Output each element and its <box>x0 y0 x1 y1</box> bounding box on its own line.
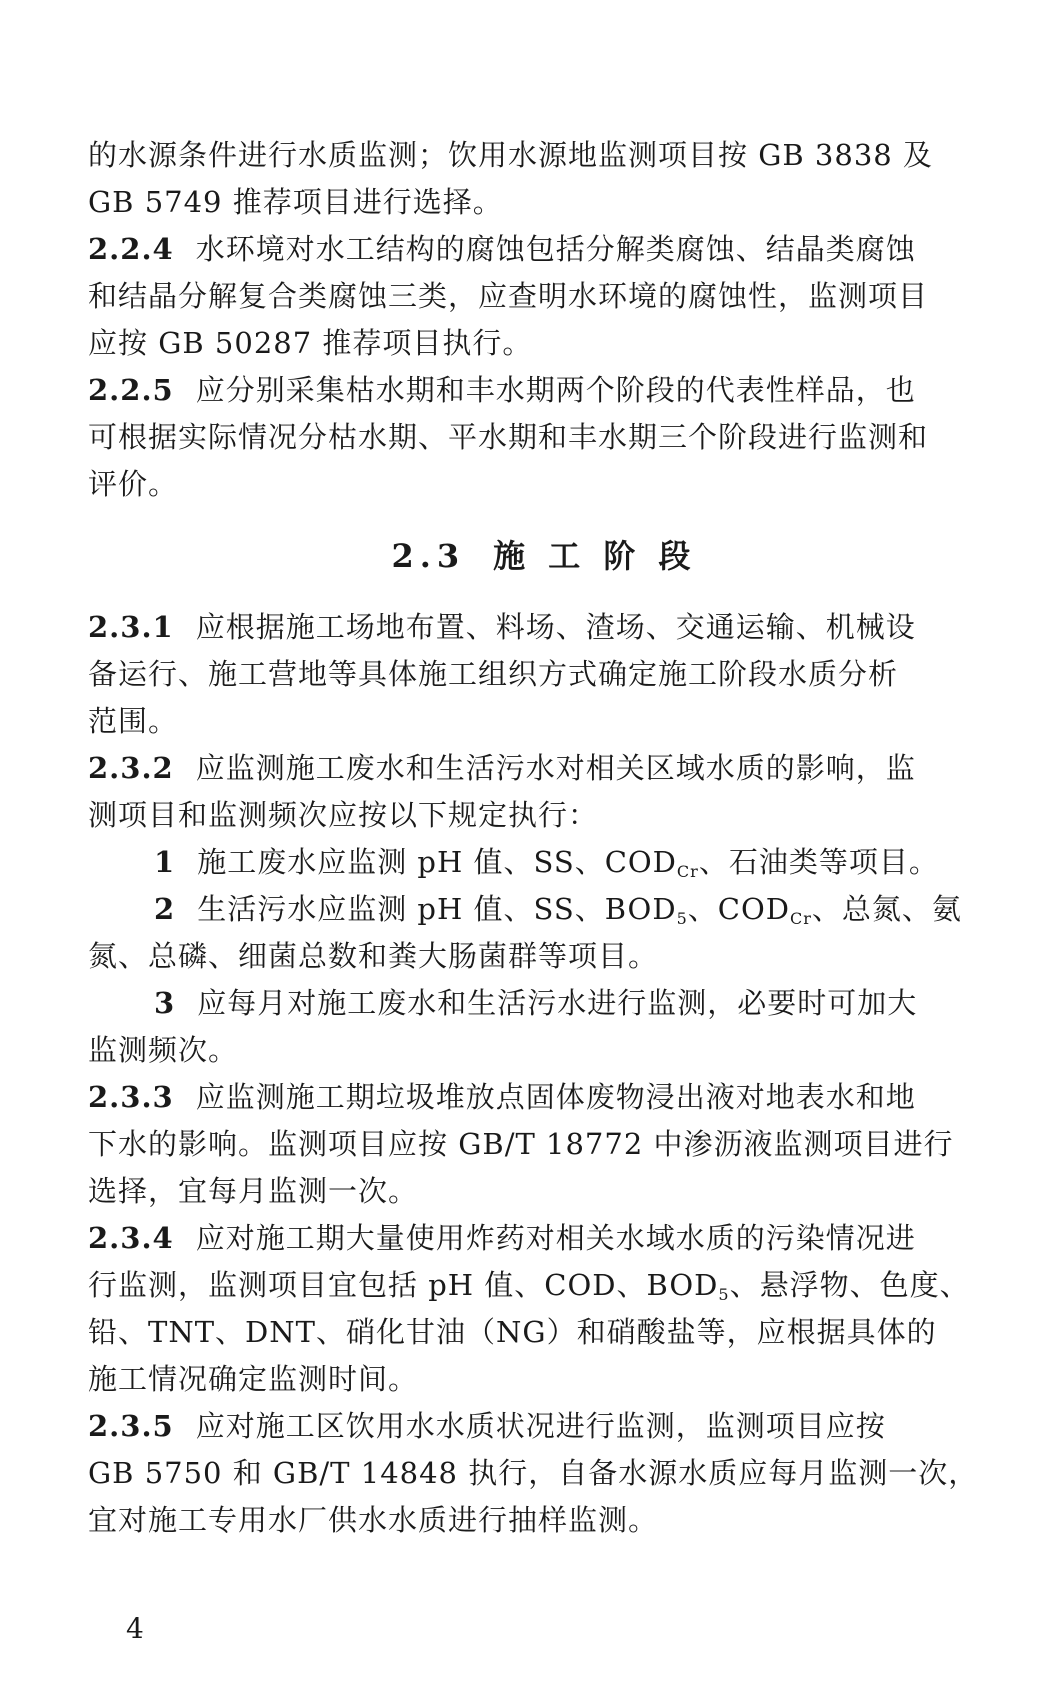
line-text: 行监测，监测项目宜包括 pH 值、COD、BOD <box>88 1268 719 1302</box>
text-line <box>88 1450 1000 1497</box>
line-text: 、COD <box>687 892 790 926</box>
line-text: 应每月对施工废水和生活污水进行监测，必要时可加大 <box>197 986 918 1020</box>
clause-number: 2.3.4 <box>88 1221 174 1255</box>
item-number: 1 <box>154 845 176 879</box>
line-text: 测项目和监测频次应按以下规定执行： <box>88 798 599 832</box>
text-line <box>88 273 1000 320</box>
line-text: 备运行、施工营地等具体施工组织方式确定施工阶段水质分析 <box>88 657 899 691</box>
clause-number: 2.2.5 <box>88 373 174 407</box>
line-text: 范围。 <box>88 704 179 738</box>
text-line <box>88 1121 1000 1168</box>
clause-2-2-5 <box>88 367 1000 414</box>
subscript: Cr <box>789 909 812 928</box>
line-text: 应分别采集枯水期和丰水期两个阶段的代表性样品，也 <box>195 373 916 407</box>
line-text: 、石油类等项目。 <box>698 845 939 879</box>
line-text: 应对施工期大量使用炸药对相关水域水质的污染情况进 <box>195 1221 916 1255</box>
text-line <box>88 1027 1000 1074</box>
text-line <box>88 1497 1000 1544</box>
item-number: 2 <box>154 892 176 926</box>
line-text: 可根据实际情况分枯水期、平水期和丰水期三个阶段进行监测和 <box>88 420 929 454</box>
section-heading <box>88 508 1000 604</box>
clause-2-3-1 <box>88 604 1000 651</box>
text-line <box>88 651 1000 698</box>
line-text: 和结晶分解复合类腐蚀三类，应查明水环境的腐蚀性，监测项目 <box>88 279 929 313</box>
text-line <box>88 1262 1000 1309</box>
subscript: Cr <box>676 862 699 881</box>
section-number: 2.3 <box>391 537 466 575</box>
text-line <box>88 414 1000 461</box>
line-text: 评价。 <box>88 467 179 501</box>
line-text: 施工废水应监测 pH 值、SS、COD <box>197 845 677 879</box>
subscript: 5 <box>718 1285 730 1304</box>
clause-2-3-4 <box>88 1215 1000 1262</box>
line-text: 应监测施工废水和生活污水对相关区域水质的影响，监 <box>195 751 916 785</box>
line-text: 、悬浮物、色度、 <box>729 1268 970 1302</box>
text-line <box>88 1309 1000 1356</box>
line-text: 铅、TNT、DNT、硝化甘油（NG）和硝酸盐等，应根据具体的 <box>88 1315 937 1349</box>
text-line <box>88 792 1000 839</box>
item-number: 3 <box>154 986 176 1020</box>
line-text: GB 5750 和 GB/T 14848 执行，自备水源水质应每月监测一次， <box>88 1456 979 1490</box>
clause-number: 2.3.5 <box>88 1409 174 1443</box>
line-text: 应监测施工期垃圾堆放点固体废物浸出液对地表水和地 <box>195 1080 916 1114</box>
line-text: 下水的影响。监测项目应按 GB/T 18772 中渗沥液监测项目进行 <box>88 1127 954 1161</box>
clause-2-3-3 <box>88 1074 1000 1121</box>
section-title: 施 工 阶 段 <box>493 537 697 575</box>
line-text: 、总氮、氨 <box>811 892 962 926</box>
line-text: 的水源条件进行水质监测；饮用水源地监测项目按 GB 3838 及 <box>88 138 933 172</box>
clause-number: 2.3.1 <box>88 610 174 644</box>
document-body <box>88 132 1000 1544</box>
page-number: 4 <box>126 1612 144 1645</box>
text-line <box>88 179 1000 226</box>
text-line <box>88 461 1000 508</box>
line-text: 水环境对水工结构的腐蚀包括分解类腐蚀、结晶类腐蚀 <box>195 232 916 266</box>
text-line <box>88 698 1000 745</box>
list-item <box>88 886 1000 933</box>
line-text: 应按 GB 50287 推荐项目执行。 <box>88 326 533 360</box>
line-text: GB 5749 推荐项目进行选择。 <box>88 185 503 219</box>
subscript: 5 <box>676 909 688 928</box>
text-line <box>88 132 1000 179</box>
clause-2-2-4 <box>88 226 1000 273</box>
clause-number: 2.2.4 <box>88 232 174 266</box>
line-text: 宜对施工专用水厂供水水质进行抽样监测。 <box>88 1503 659 1537</box>
text-line <box>88 933 1000 980</box>
line-text: 氮、总磷、细菌总数和粪大肠菌群等项目。 <box>88 939 659 973</box>
line-text: 应根据施工场地布置、料场、渣场、交通运输、机械设 <box>195 610 916 644</box>
clause-2-3-2 <box>88 745 1000 792</box>
line-text: 生活污水应监测 pH 值、SS、BOD <box>197 892 677 926</box>
line-text: 选择，宜每月监测一次。 <box>88 1174 419 1208</box>
text-line <box>88 320 1000 367</box>
text-line <box>88 1168 1000 1215</box>
text-line <box>88 1356 1000 1403</box>
line-text: 监测频次。 <box>88 1033 239 1067</box>
clause-2-3-5 <box>88 1403 1000 1450</box>
clause-number: 2.3.2 <box>88 751 174 785</box>
list-item <box>88 980 1000 1027</box>
line-text: 施工情况确定监测时间。 <box>88 1362 419 1396</box>
list-item <box>88 839 1000 886</box>
line-text: 应对施工区饮用水水质状况进行监测，监测项目应按 <box>195 1409 886 1443</box>
clause-number: 2.3.3 <box>88 1080 174 1114</box>
